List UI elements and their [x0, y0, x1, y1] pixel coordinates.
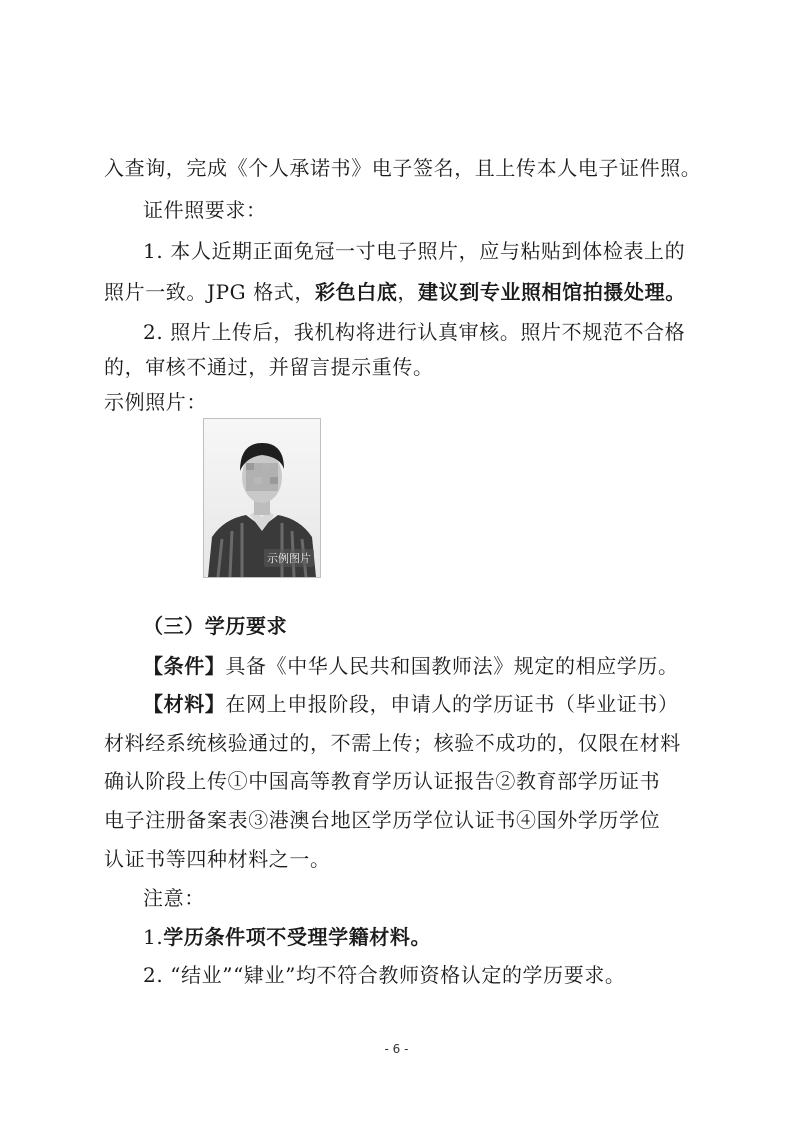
material-line-1	[143, 690, 743, 718]
material-text-1: 在网上申报阶段，申请人的学历证书（毕业证书）	[225, 692, 679, 716]
page-number: - 6 -	[384, 1042, 409, 1056]
photo-requirements-title: 证件照要求：	[143, 198, 267, 222]
requirement-1-line-1: 1. 本人近期正面免冠一寸电子照片，应与粘贴到体检表上的	[143, 239, 686, 263]
photo-caption: 示例图片	[264, 549, 314, 567]
note-title: 注意：	[143, 886, 205, 910]
requirement-2-line-1: 2. 照片上传后，我机构将进行认真审核。照片不规范不合格	[143, 320, 686, 344]
section-3-heading: （三）学历要求	[143, 614, 288, 638]
material-line-3: 确认阶段上传①中国高等教育学历认证报告②教育部学历证书	[104, 769, 661, 793]
material-tag: 【材料】	[143, 692, 226, 716]
example-photo-label: 示例照片：	[104, 390, 207, 414]
material-line-4: 电子注册备案表③港澳台地区学历学位认证书④国外学历学位	[104, 808, 661, 832]
condition-line	[143, 652, 743, 680]
note-1	[143, 923, 743, 951]
material-line-5: 认证书等四种材料之一。	[104, 847, 331, 871]
requirement-1-line-2	[104, 278, 704, 306]
requirement-2-line-2: 的，审核不通过，并留言提示重传。	[104, 355, 434, 379]
note-1-number: 1.	[143, 925, 164, 949]
paragraph-line: 入查询，完成《个人承诺书》电子签名，且上传本人电子证件照。	[104, 156, 702, 180]
note-1-text: 学历条件项不受理学籍材料。	[163, 925, 432, 949]
studio-advice-emphasis: 建议到专业照相馆拍摄处理。	[418, 280, 686, 304]
note-2: 2. “结业”“肄业”均不符合教师资格认定的学历要求。	[143, 963, 626, 987]
white-background-emphasis: 彩色白底	[315, 280, 398, 304]
condition-tag: 【条件】	[143, 654, 226, 678]
condition-text: 具备《中华人民共和国教师法》规定的相应学历。	[225, 654, 679, 678]
separator-comma: ，	[397, 280, 419, 304]
example-id-photo	[203, 418, 321, 578]
requirement-1-text: 照片一致。JPG 格式，	[104, 280, 316, 304]
material-line-2: 材料经系统核验通过的，不需上传；核验不成功的，仅限在材料	[104, 731, 681, 755]
